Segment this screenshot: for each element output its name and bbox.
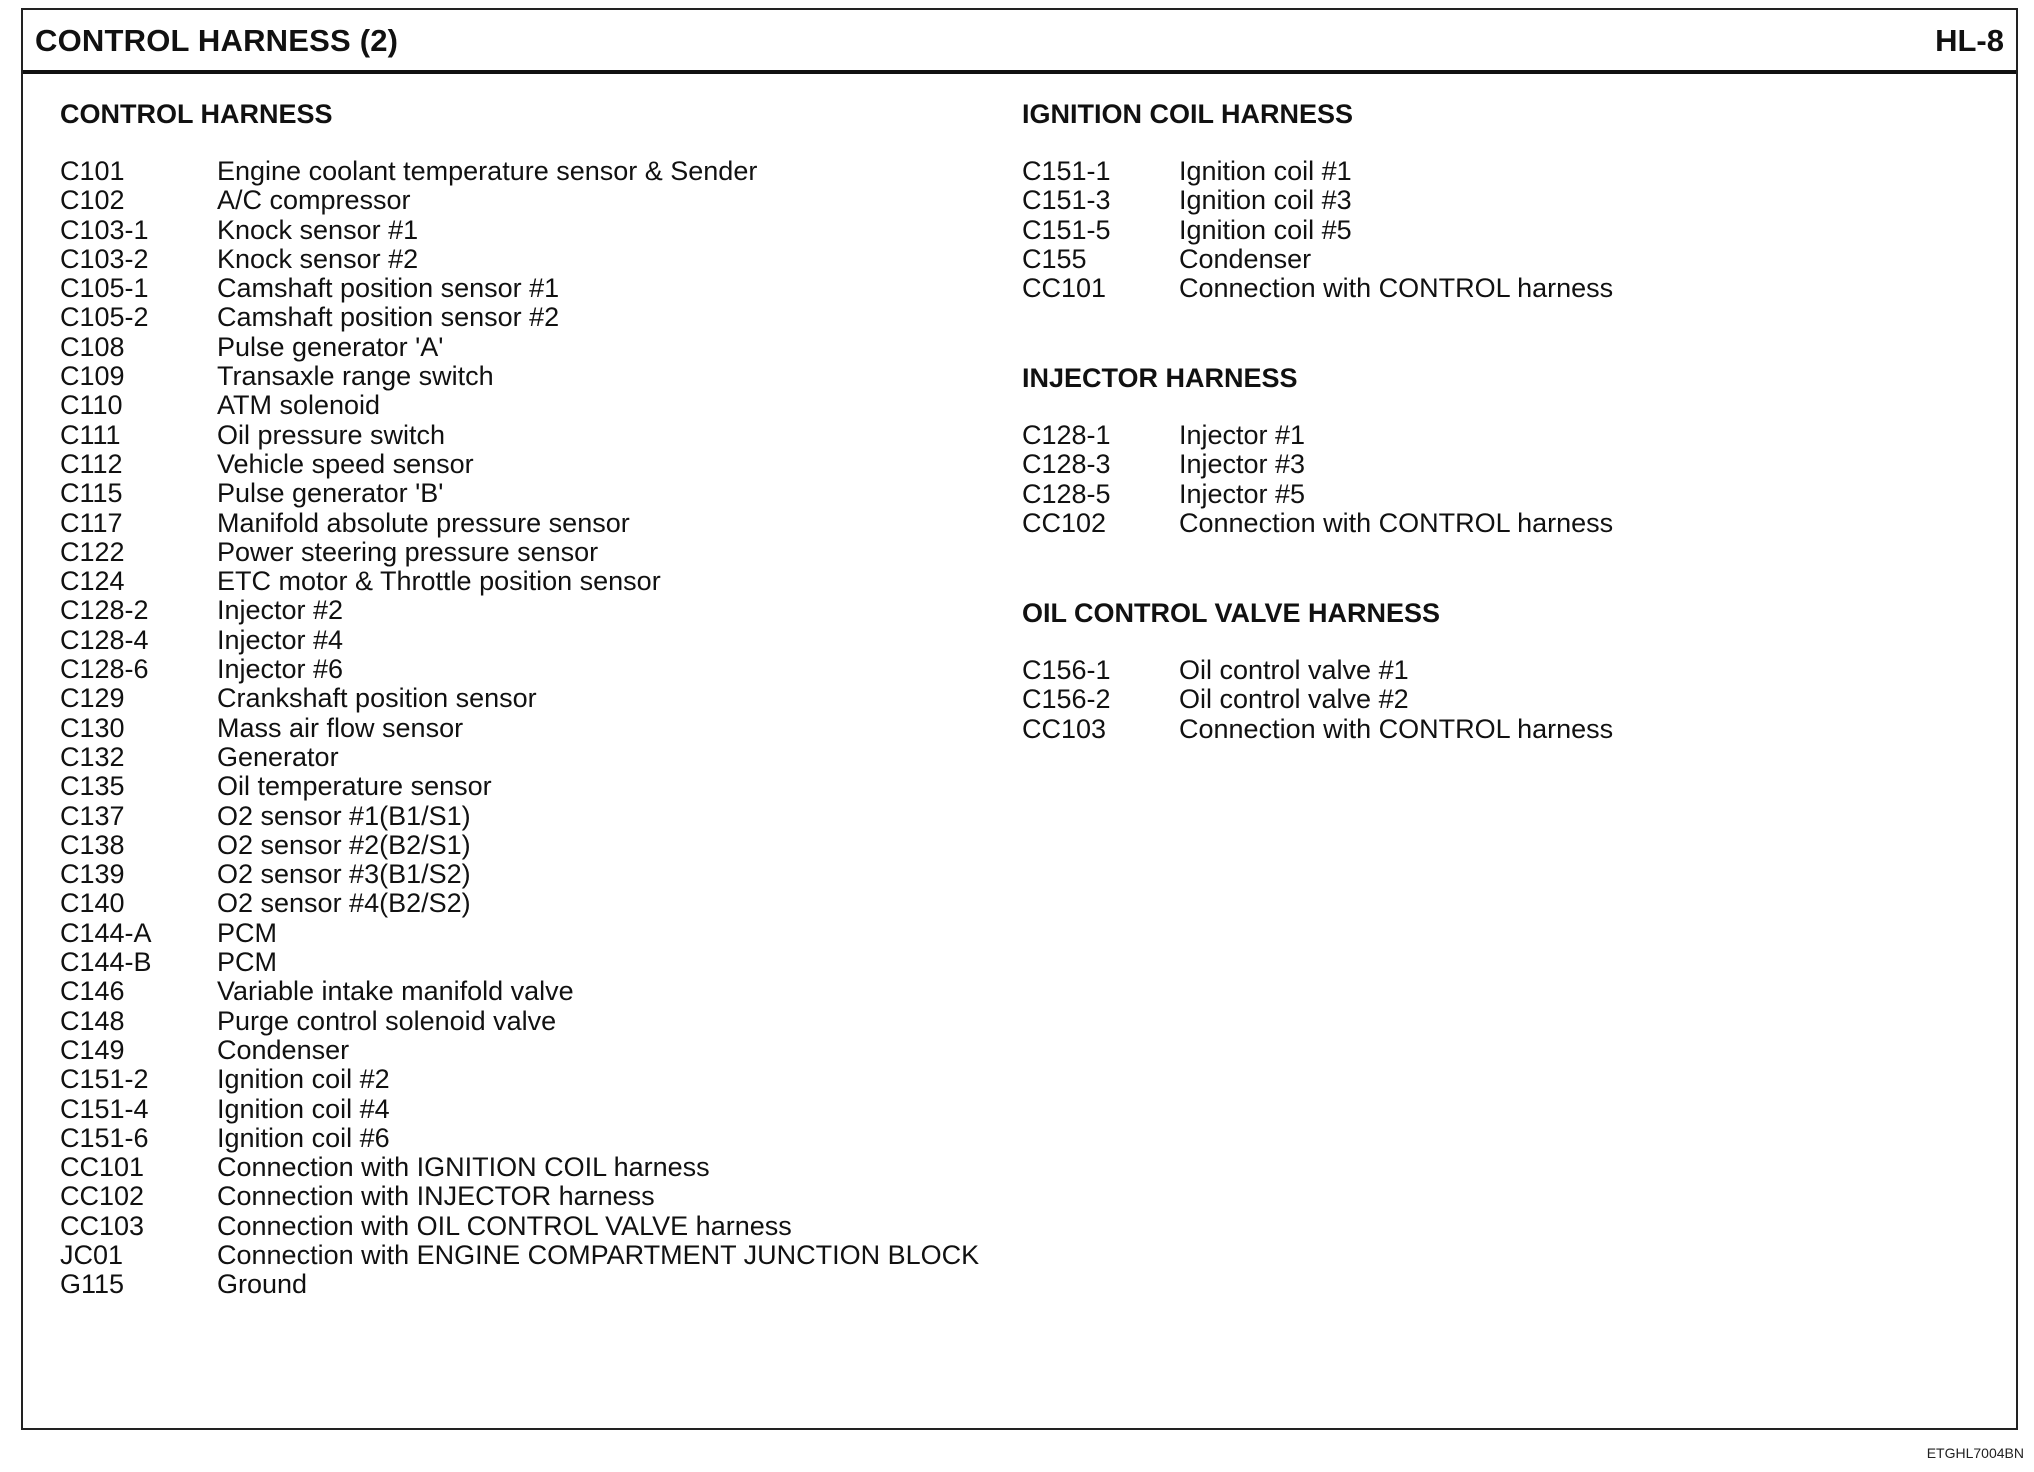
connector-description: Oil pressure switch: [217, 419, 446, 450]
connector-code: C128-6: [60, 654, 149, 685]
connector-code: C109: [60, 361, 125, 392]
page-number: HL-8: [1935, 23, 2004, 58]
connector-description: Connection with ENGINE COMPARTMENT JUNCTION BLOCK: [217, 1239, 980, 1270]
connector-code: C128-3: [1022, 449, 1111, 480]
connector-code: C117: [60, 507, 123, 538]
connector-code: C151-2: [60, 1064, 149, 1095]
connector-code: C138: [60, 829, 125, 860]
connector-code: C139: [60, 859, 125, 890]
list-item: [60, 567, 979, 596]
list-item: [60, 421, 979, 450]
list-item: [60, 216, 979, 245]
connector-code: C103-1: [60, 214, 149, 245]
connector-description: Ignition coil #2: [217, 1064, 390, 1095]
connector-description: Connection with CONTROL harness: [1179, 713, 1614, 744]
list-item: [60, 655, 979, 684]
connector-description: Connection with IGNITION COIL harness: [217, 1152, 710, 1183]
list-item: [60, 186, 979, 215]
oil-control-valve-harness-title: OIL CONTROL VALVE HARNESS: [1022, 598, 1441, 628]
connector-code: C151-5: [1022, 214, 1111, 245]
connector-description: Ground: [217, 1269, 308, 1300]
connector-code: C155: [1022, 243, 1087, 274]
list-item: [60, 391, 979, 420]
connector-code: C135: [60, 771, 125, 802]
connector-description: Condenser: [1179, 243, 1312, 274]
list-item: [60, 1212, 979, 1241]
connector-code: C144-A: [60, 917, 152, 948]
list-item: [60, 509, 979, 538]
connector-code: C151-3: [1022, 185, 1111, 216]
connector-code: C105-1: [60, 273, 149, 304]
connector-description: Camshaft position sensor #1: [217, 273, 560, 304]
connector-code: CC102: [1022, 507, 1107, 538]
connector-code: CC102: [60, 1181, 145, 1212]
connector-code: C151-1: [1022, 156, 1111, 186]
page-frame: [21, 8, 2018, 1430]
injector-harness-list: [1022, 421, 1613, 538]
list-item: [1022, 245, 1613, 274]
connector-code: C103-2: [60, 243, 149, 274]
connector-description: Oil control valve #1: [1179, 655, 1409, 685]
connector-description: Generator: [217, 741, 339, 772]
connector-description: Connection with CONTROL harness: [1179, 273, 1614, 304]
connector-description: PCM: [217, 917, 277, 948]
connector-description: Injector #4: [217, 624, 344, 655]
oil-control-valve-harness-list: [1022, 656, 1613, 744]
connector-description: Connection with OIL CONTROL VALVE harness: [217, 1210, 792, 1241]
list-item: [1022, 509, 1613, 538]
connector-code: C151-4: [60, 1093, 149, 1124]
connector-code: C128-1: [1022, 420, 1111, 450]
connector-description: Pulse generator 'B': [217, 478, 444, 509]
connector-description: Condenser: [217, 1034, 350, 1065]
connector-code: C132: [60, 741, 125, 772]
list-item: [60, 1007, 979, 1036]
connector-description: PCM: [217, 947, 277, 978]
list-item: [60, 333, 979, 362]
connector-description: Oil control valve #2: [1179, 684, 1409, 715]
list-item: [1022, 685, 1613, 714]
connector-description: Variable intake manifold valve: [217, 976, 574, 1007]
ignition-coil-harness-list: [1022, 157, 1613, 303]
control-harness-list: [60, 157, 979, 1300]
connector-description: A/C compressor: [217, 185, 411, 216]
list-item: [60, 977, 979, 1006]
connector-code: C129: [60, 683, 125, 714]
connector-description: Knock sensor #2: [217, 243, 419, 274]
connector-code: C146: [60, 976, 125, 1007]
list-item: [60, 802, 979, 831]
connector-code: C112: [60, 448, 123, 479]
list-item: [1022, 216, 1613, 245]
connector-description: O2 sensor #2(B2/S1): [217, 829, 471, 860]
connector-code: C101: [60, 156, 125, 186]
connector-description: Engine coolant temperature sensor & Sender: [217, 156, 758, 186]
connector-description: Connection with INJECTOR harness: [217, 1181, 655, 1212]
connector-description: Ignition coil #6: [217, 1122, 390, 1153]
connector-code: C122: [60, 536, 125, 567]
connector-description: O2 sensor #3(B1/S2): [217, 859, 471, 890]
connector-description: Purge control solenoid valve: [217, 1005, 557, 1036]
ignition-coil-harness-title: IGNITION COIL HARNESS: [1022, 99, 1354, 129]
list-item: [60, 889, 979, 918]
connector-code: C156-2: [1022, 684, 1111, 715]
list-item: [60, 362, 979, 391]
connector-code: C148: [60, 1005, 125, 1036]
connector-code: C151-6: [60, 1122, 149, 1153]
list-item: [60, 1241, 979, 1270]
connector-description: ETC motor & Throttle position sensor: [217, 566, 661, 597]
list-item: [60, 714, 979, 743]
figure-code: ETGHL7004BN: [1926, 1445, 2024, 1461]
list-item: [60, 303, 979, 332]
connector-code: C124: [60, 566, 125, 597]
list-item: [60, 274, 979, 303]
connector-code: C128-5: [1022, 478, 1111, 509]
control-harness-title: CONTROL HARNESS: [60, 99, 333, 129]
list-item: [60, 1270, 979, 1299]
connector-description: Knock sensor #1: [217, 214, 419, 245]
connector-code: CC101: [60, 1152, 145, 1183]
connector-description: Camshaft position sensor #2: [217, 302, 560, 333]
list-item: [1022, 480, 1613, 509]
connector-code: JC01: [60, 1239, 124, 1270]
list-item: [1022, 715, 1613, 744]
list-item: [60, 684, 979, 713]
connector-description: Pulse generator 'A': [217, 331, 444, 362]
list-item: [60, 948, 979, 977]
connector-code: C115: [60, 478, 123, 509]
connector-description: ATM solenoid: [217, 390, 381, 421]
connector-description: Injector #3: [1179, 449, 1306, 480]
connector-code: C137: [60, 800, 125, 831]
connector-code: CC103: [1022, 713, 1107, 744]
connector-description: O2 sensor #1(B1/S1): [217, 800, 471, 831]
list-item: [60, 831, 979, 860]
list-item: [1022, 186, 1613, 215]
connector-description: Transaxle range switch: [217, 361, 494, 392]
connector-description: Oil temperature sensor: [217, 771, 492, 802]
list-item: [60, 245, 979, 274]
connector-description: Ignition coil #1: [1179, 156, 1352, 186]
list-item: [60, 1065, 979, 1094]
connector-code: CC103: [60, 1210, 145, 1241]
connector-code: C140: [60, 888, 125, 919]
list-item: [1022, 274, 1613, 303]
connector-code: C130: [60, 712, 125, 743]
list-item: [60, 919, 979, 948]
connector-description: Power steering pressure sensor: [217, 536, 599, 567]
connector-description: Mass air flow sensor: [217, 712, 464, 743]
list-item: [60, 596, 979, 625]
connector-code: C144-B: [60, 947, 152, 978]
connector-description: Connection with CONTROL harness: [1179, 507, 1614, 538]
injector-harness-title: INJECTOR HARNESS: [1022, 363, 1298, 393]
list-item: [60, 1124, 979, 1153]
list-item: [60, 860, 979, 889]
connector-description: Injector #6: [217, 654, 344, 685]
list-item: [60, 450, 979, 479]
connector-code: G115: [60, 1269, 125, 1300]
connector-description: O2 sensor #4(B2/S2): [217, 888, 471, 919]
connector-description: Ignition coil #5: [1179, 214, 1352, 245]
connector-description: Injector #5: [1179, 478, 1306, 509]
page-title: CONTROL HARNESS (2): [35, 23, 399, 58]
connector-code: C111: [60, 419, 121, 450]
list-item: [60, 1153, 979, 1182]
connector-code: CC101: [1022, 273, 1107, 304]
connector-description: Ignition coil #4: [217, 1093, 390, 1124]
list-item: [60, 743, 979, 772]
connector-code: C128-4: [60, 624, 149, 655]
connector-code: C128-2: [60, 595, 149, 626]
connector-description: Ignition coil #3: [1179, 185, 1352, 216]
list-item: [1022, 656, 1613, 685]
page-header: [23, 10, 2016, 74]
list-item: [1022, 157, 1613, 186]
list-item: [1022, 450, 1613, 479]
list-item: [60, 1036, 979, 1065]
list-item: [60, 1182, 979, 1211]
list-item: [1022, 421, 1613, 450]
connector-description: Injector #1: [1179, 420, 1306, 450]
list-item: [60, 479, 979, 508]
connector-code: C105-2: [60, 302, 149, 333]
connector-code: C110: [60, 390, 123, 421]
list-item: [60, 538, 979, 567]
connector-code: C149: [60, 1034, 125, 1065]
list-item: [60, 772, 979, 801]
list-item: [60, 626, 979, 655]
connector-code: C102: [60, 185, 125, 216]
list-item: [60, 1095, 979, 1124]
connector-description: Injector #2: [217, 595, 344, 626]
connector-code: C108: [60, 331, 125, 362]
list-item: [60, 157, 979, 186]
connector-code: C156-1: [1022, 655, 1111, 685]
connector-description: Crankshaft position sensor: [217, 683, 537, 714]
connector-description: Vehicle speed sensor: [217, 448, 474, 479]
connector-description: Manifold absolute pressure sensor: [217, 507, 630, 538]
